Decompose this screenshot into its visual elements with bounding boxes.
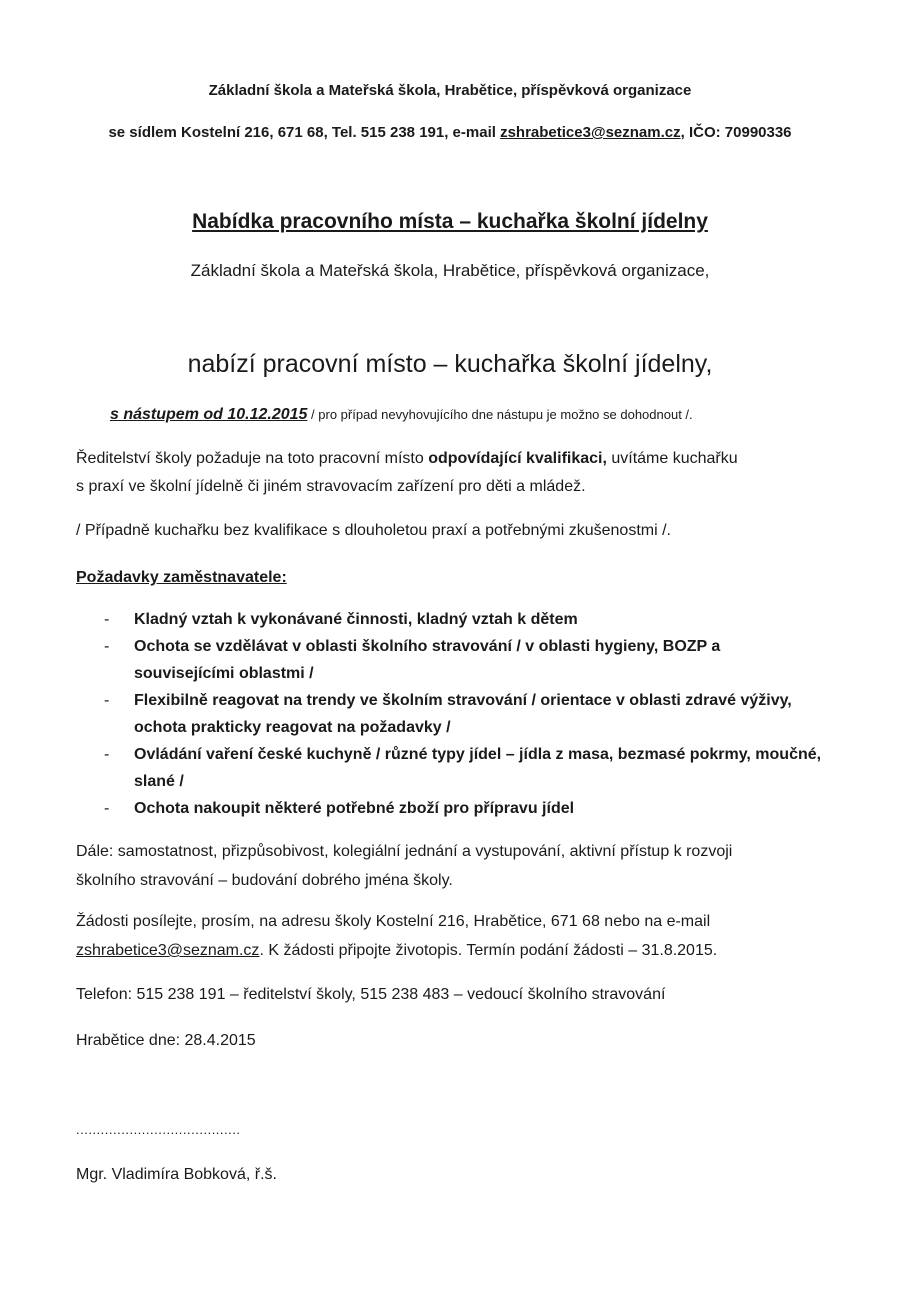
bullet-dash: - [104, 800, 110, 817]
application-line1: Žádosti posílejte, prosím, na adresu školy Kostelní 216, Hrabětice, 671 68 nebo na e-mail [76, 913, 711, 930]
list-item-text: Ochota se vzdělávat v oblasti školního stravování / v oblasti hygieny, BOZP a souvisejícími oblastmi / [134, 638, 721, 682]
application-line2 [76, 942, 717, 960]
start-date-line [110, 406, 693, 424]
list-item-text: Ovládání vaření české kuchyně / různé typy jídel – jídla z masa, bezmasé pokrmy, moučné, slané / [134, 746, 822, 790]
intro-line1 [76, 450, 738, 468]
application-note: . K žádosti připojte životopis. Termín podání žádosti – 31.8.2015. [259, 942, 718, 959]
intro-line2: s praxí ve školní jídelně či jiném stravovacím zařízení pro děti a mládež. [76, 478, 586, 495]
alternative-line: / Případně kuchařku bez kvalifikace s dlouholetou praxí a potřebnými zkušenostmi /. [76, 522, 671, 539]
list-item-text: Ochota nakoupit některé potřebné zboží pro přípravu jídel [134, 800, 575, 817]
date-line: Hrabětice dne: 28.4.2015 [76, 1032, 256, 1049]
offer-line: nabízí pracovní místo – kuchařka školní jídelny, [187, 350, 713, 378]
further-line1: Dále: samostatnost, přizpůsobivost, kolegiální jednání a vystupování, aktivní přístup k rozvoji [76, 843, 733, 860]
intro-prefix: Ředitelství školy požaduje na toto pracovní místo [76, 450, 429, 467]
bullet-dash: - [104, 692, 110, 709]
bullet-dash: - [104, 746, 110, 763]
list-item [104, 741, 824, 795]
header-email-link[interactable]: zshrabetice3@seznam.cz [500, 124, 681, 141]
intro-qualification: odpovídající kvalifikaci, [428, 450, 607, 467]
header-ico: , IČO: 70990336 [680, 124, 792, 141]
list-item [104, 687, 824, 741]
subtitle: Základní škola a Mateřská škola, Hrabětice, příspěvková organizace, [190, 261, 710, 280]
school-header-line2 [0, 124, 900, 141]
start-date: s nástupem od 10.12.2015 [110, 406, 308, 423]
school-header-line1: Základní škola a Mateřská škola, Hrabětice, příspěvková organizace [208, 82, 692, 99]
application-email-link[interactable]: zshrabetice3@seznam.cz [76, 942, 260, 959]
phone-line: Telefon: 515 238 191 – ředitelství školy, 515 238 483 – vedoucí školního stravování [76, 986, 666, 1003]
signature-line: ........................................ [76, 1122, 241, 1137]
list-item-text: Flexibilně reagovat na trendy ve školním stravování / orientace v oblasti zdravé výživy, ochota prakticky reagovat na požadavky / [134, 692, 792, 736]
list-item [104, 606, 824, 633]
further-line2: školního stravování – budování dobrého jména školy. [76, 872, 453, 889]
requirements-list [104, 606, 824, 822]
list-item [104, 795, 824, 822]
bullet-dash: - [104, 638, 110, 655]
page-title: Nabídka pracovního místa – kuchařka školní jídelny [192, 210, 708, 233]
start-date-note: / pro případ nevyhovujícího dne nástupu je možno se dohodnout /. [307, 407, 693, 422]
list-item [104, 633, 824, 687]
list-item-text: Kladný vztah k vykonávané činnosti, kladný vztah k dětem [134, 611, 578, 628]
requirements-heading: Požadavky zaměstnavatele: [76, 569, 287, 586]
header-address: se sídlem Kostelní 216, 671 68, Tel. 515 238 191, e-mail [108, 124, 501, 141]
intro-suffix: uvítáme kuchařku [606, 450, 738, 467]
bullet-dash: - [104, 611, 110, 628]
signature-name: Mgr. Vladimíra Bobková, ř.š. [76, 1166, 277, 1183]
